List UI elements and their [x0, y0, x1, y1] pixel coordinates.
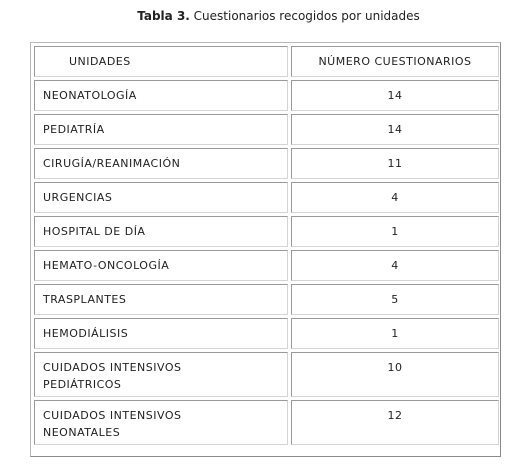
table-row: [34, 352, 499, 397]
table-row: [34, 216, 499, 247]
table-row: [34, 250, 499, 281]
unit-name: HOSPITAL DE DÍA: [34, 216, 288, 247]
unit-name-line2: NEONATALES: [43, 426, 121, 439]
table-row: [34, 284, 499, 315]
table-header-row: [34, 46, 499, 77]
table-caption: [0, 9, 523, 23]
unit-name: [34, 352, 288, 397]
questionnaire-count: 10: [291, 352, 499, 397]
unit-name: URGENCIAS: [34, 182, 288, 213]
questionnaire-count: 1: [291, 216, 499, 247]
questionnaire-count: 5: [291, 284, 499, 315]
table-row: [34, 318, 499, 349]
questionnaire-count: 14: [291, 114, 499, 145]
unit-name-line2: PEDIÁTRICOS: [43, 378, 122, 391]
questionnaire-count: 12: [291, 400, 499, 445]
unit-name: PEDIATRÍA: [34, 114, 288, 145]
questionnaire-count: 1: [291, 318, 499, 349]
unit-name: TRASPLANTES: [34, 284, 288, 315]
table-caption-text: Cuestionarios recogidos por unidades: [189, 9, 420, 23]
unit-name: [34, 400, 288, 445]
unit-name-line1: CUIDADOS INTENSIVOS: [43, 361, 182, 374]
header-questionnaire-count: NÚMERO CUESTIONARIOS: [291, 46, 499, 77]
table-row: [34, 182, 499, 213]
unit-name: HEMODIÁLISIS: [34, 318, 288, 349]
table-row: [34, 400, 499, 445]
questionnaire-count: 14: [291, 80, 499, 111]
unit-name: NEONATOLOGÍA: [34, 80, 288, 111]
units-table-frame: [30, 42, 501, 457]
questionnaire-count: 4: [291, 250, 499, 281]
unit-name-line1: CUIDADOS INTENSIVOS: [43, 409, 182, 422]
header-units: UNIDADES: [34, 46, 288, 77]
table-row: [34, 114, 499, 145]
table-row: [34, 148, 499, 179]
units-table: [31, 43, 502, 448]
unit-name: HEMATO-ONCOLOGÍA: [34, 250, 288, 281]
unit-name: CIRUGÍA/REANIMACIÓN: [34, 148, 288, 179]
questionnaire-count: 11: [291, 148, 499, 179]
table-row: [34, 80, 499, 111]
questionnaire-count: 4: [291, 182, 499, 213]
table-caption-label: Tabla 3.: [137, 9, 190, 23]
